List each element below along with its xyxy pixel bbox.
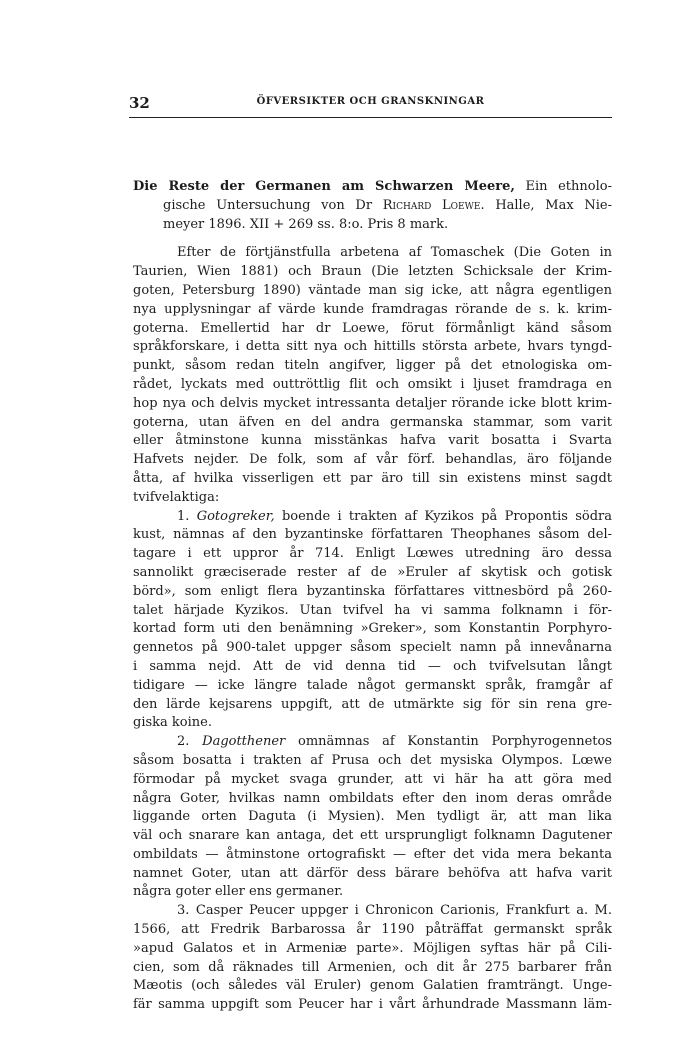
text-line: cien, som då räknades till Armenien, och dit år 275 barbarer från xyxy=(133,959,612,975)
review-author: Richard Loewe. xyxy=(382,197,485,213)
text-line: talet härjade Kyzikos. Utan tvifvel ha vi samma folknamn i för- xyxy=(133,602,612,618)
paragraph-1 xyxy=(133,244,612,507)
citation-text: Halle, Max Nie- xyxy=(495,197,612,213)
text-line: tagare i ett uppror år 714. Enligt Lœwes utredning äro dessa xyxy=(133,546,612,562)
text-line: giska koine. xyxy=(133,715,212,731)
list-item-2 xyxy=(133,733,612,902)
text-line: rådet, lyckats med outtröttlig flit och omsikt i ljuset framdraga en xyxy=(133,376,612,392)
item-text: Casper Peucer uppger i Chronicon Carionis, Frankfurt a. M. xyxy=(195,903,613,919)
text-line: Hafvets nejder. De folk, som af vår förf. behandlas, äro följande xyxy=(133,452,612,468)
citation-line xyxy=(133,197,612,216)
text-line: förmodar på mycket svaga grunder, att vi här ha att göra med xyxy=(133,771,612,787)
text-line: ombildats — åtminstone ortografiskt — efter det vida mera bekanta xyxy=(133,846,612,862)
text-line: Efter de förtjänstfulla arbetena af Tomaschek (Die Goten in xyxy=(177,245,612,261)
list-item-3 xyxy=(133,902,612,1015)
text-line: några goter eller ens germaner. xyxy=(133,884,344,900)
text-line: hop nya och delvis mycket intressanta detaljer rörande icke blott krim- xyxy=(133,395,612,411)
item-term: Gotogreker, xyxy=(196,508,275,524)
text-line: goterna, utan äfven en del andra germanska stammar, som varit xyxy=(133,414,612,430)
review-citation xyxy=(133,178,612,234)
text-line: tidigare — icke längre talade något germanskt språk, framgår af xyxy=(133,677,612,693)
text-line: Mæotis (och således väl Eruler) genom Galatien framträngt. Unge- xyxy=(133,978,612,994)
text-line: såsom bosatta i trakten af Prusa och det mysiska Olympos. Lœwe xyxy=(133,752,612,768)
item-number: 2. xyxy=(177,734,190,750)
item-text: boende i trakten af Kyzikos på Propontis södra xyxy=(281,508,612,524)
item-term: Dagotthener xyxy=(202,734,286,750)
text-line: åtta, af hvilka visserligen ett par äro till sin existens minst sagdt xyxy=(133,470,612,486)
citation-text: Ein ethnolo- xyxy=(525,179,612,194)
header-rule xyxy=(129,117,612,118)
list-item-1 xyxy=(133,508,612,734)
text-line: väl och snarare kan antaga, det ett ursprungligt folknamn Dagutener xyxy=(133,828,612,844)
text-line: goterna. Emellertid har dr Loewe, förut förmånligt känd såsom xyxy=(133,320,612,336)
text-line: gennetos på 900-talet uppger såsom specielt namn på innevånarna xyxy=(133,640,612,656)
text-line: språkforskare, i detta sitt nya och hittills största arbete, hvars tyngd- xyxy=(133,339,612,355)
citation-line xyxy=(133,178,612,197)
item-number: 3. xyxy=(177,903,190,919)
page-number: 32 xyxy=(129,94,150,112)
text-line: i samma nejd. Att de vid denna tid — och tvifvelsutan långt xyxy=(133,658,612,674)
review-title: Die Reste der Germanen am Schwarzen Meere, xyxy=(133,179,515,194)
text-line: börd», som enligt flera byzantinska författares vittnesbörd på 260- xyxy=(133,583,612,599)
text-line xyxy=(133,902,612,921)
text-line: eller åtminstone kunna misstänkas hafva varit bosatta i Svarta xyxy=(133,433,612,449)
text-line: goten, Petersburg 1890) väntade man sig icke, att några egentligen xyxy=(133,282,612,298)
text-line: den lärde kejsarens uppgift, att de utmärkte sig för sin rena gre- xyxy=(133,696,612,712)
text-line: några Goter, hvilkas namn ombildats efter den inom deras område xyxy=(133,790,612,806)
text-line: namnet Goter, utan att därför dess bärare behöfva att hafva varit xyxy=(133,865,612,881)
citation-line: meyer 1896. XII + 269 ss. 8:o. Pris 8 mark. xyxy=(163,216,449,232)
item-number: 1. xyxy=(177,508,190,524)
text-line: fär samma uppgift som Peucer har i vårt århundrade Massmann läm- xyxy=(133,997,612,1013)
page-header xyxy=(129,94,612,118)
item-text: omnämnas af Konstantin Porphyrogennetos xyxy=(298,734,612,750)
text-line: nya upplysningar af värde kunde framdragas rörande de s. k. krim- xyxy=(133,301,612,317)
citation-text: gische Untersuchung von Dr xyxy=(163,197,373,213)
text-line: »apud Galatos et in Armeniæ parte». Möjligen syftas här på Cili- xyxy=(133,940,612,956)
text-line: 1566, att Fredrik Barbarossa år 1190 påträffat germanskt språk xyxy=(133,922,612,938)
text-line: Taurien, Wien 1881) och Braun (Die letzten Schicksale der Krim- xyxy=(133,264,612,280)
text-line: punkt, såsom redan titeln angifver, ligger på det etnologiska om- xyxy=(133,358,612,374)
text-line: sannolikt græciserade rester af de »Eruler af skytisk och gotisk xyxy=(133,564,612,580)
text-line: tvifvelaktiga: xyxy=(133,489,220,505)
review-body xyxy=(133,178,612,1015)
text-line: kortad form uti den benämning »Greker», som Konstantin Porphyro- xyxy=(133,621,612,637)
text-line xyxy=(133,508,612,527)
spacer xyxy=(133,234,612,244)
text-line: kust, nämnas af den byzantinske författaren Theophanes såsom del- xyxy=(133,527,612,543)
running-head: ÖFVERSIKTER OCH GRANSKNINGAR xyxy=(256,96,485,107)
text-line xyxy=(133,733,612,752)
text-line: liggande orten Daguta (i Mysien). Men tydligt är, att man lika xyxy=(133,809,612,825)
